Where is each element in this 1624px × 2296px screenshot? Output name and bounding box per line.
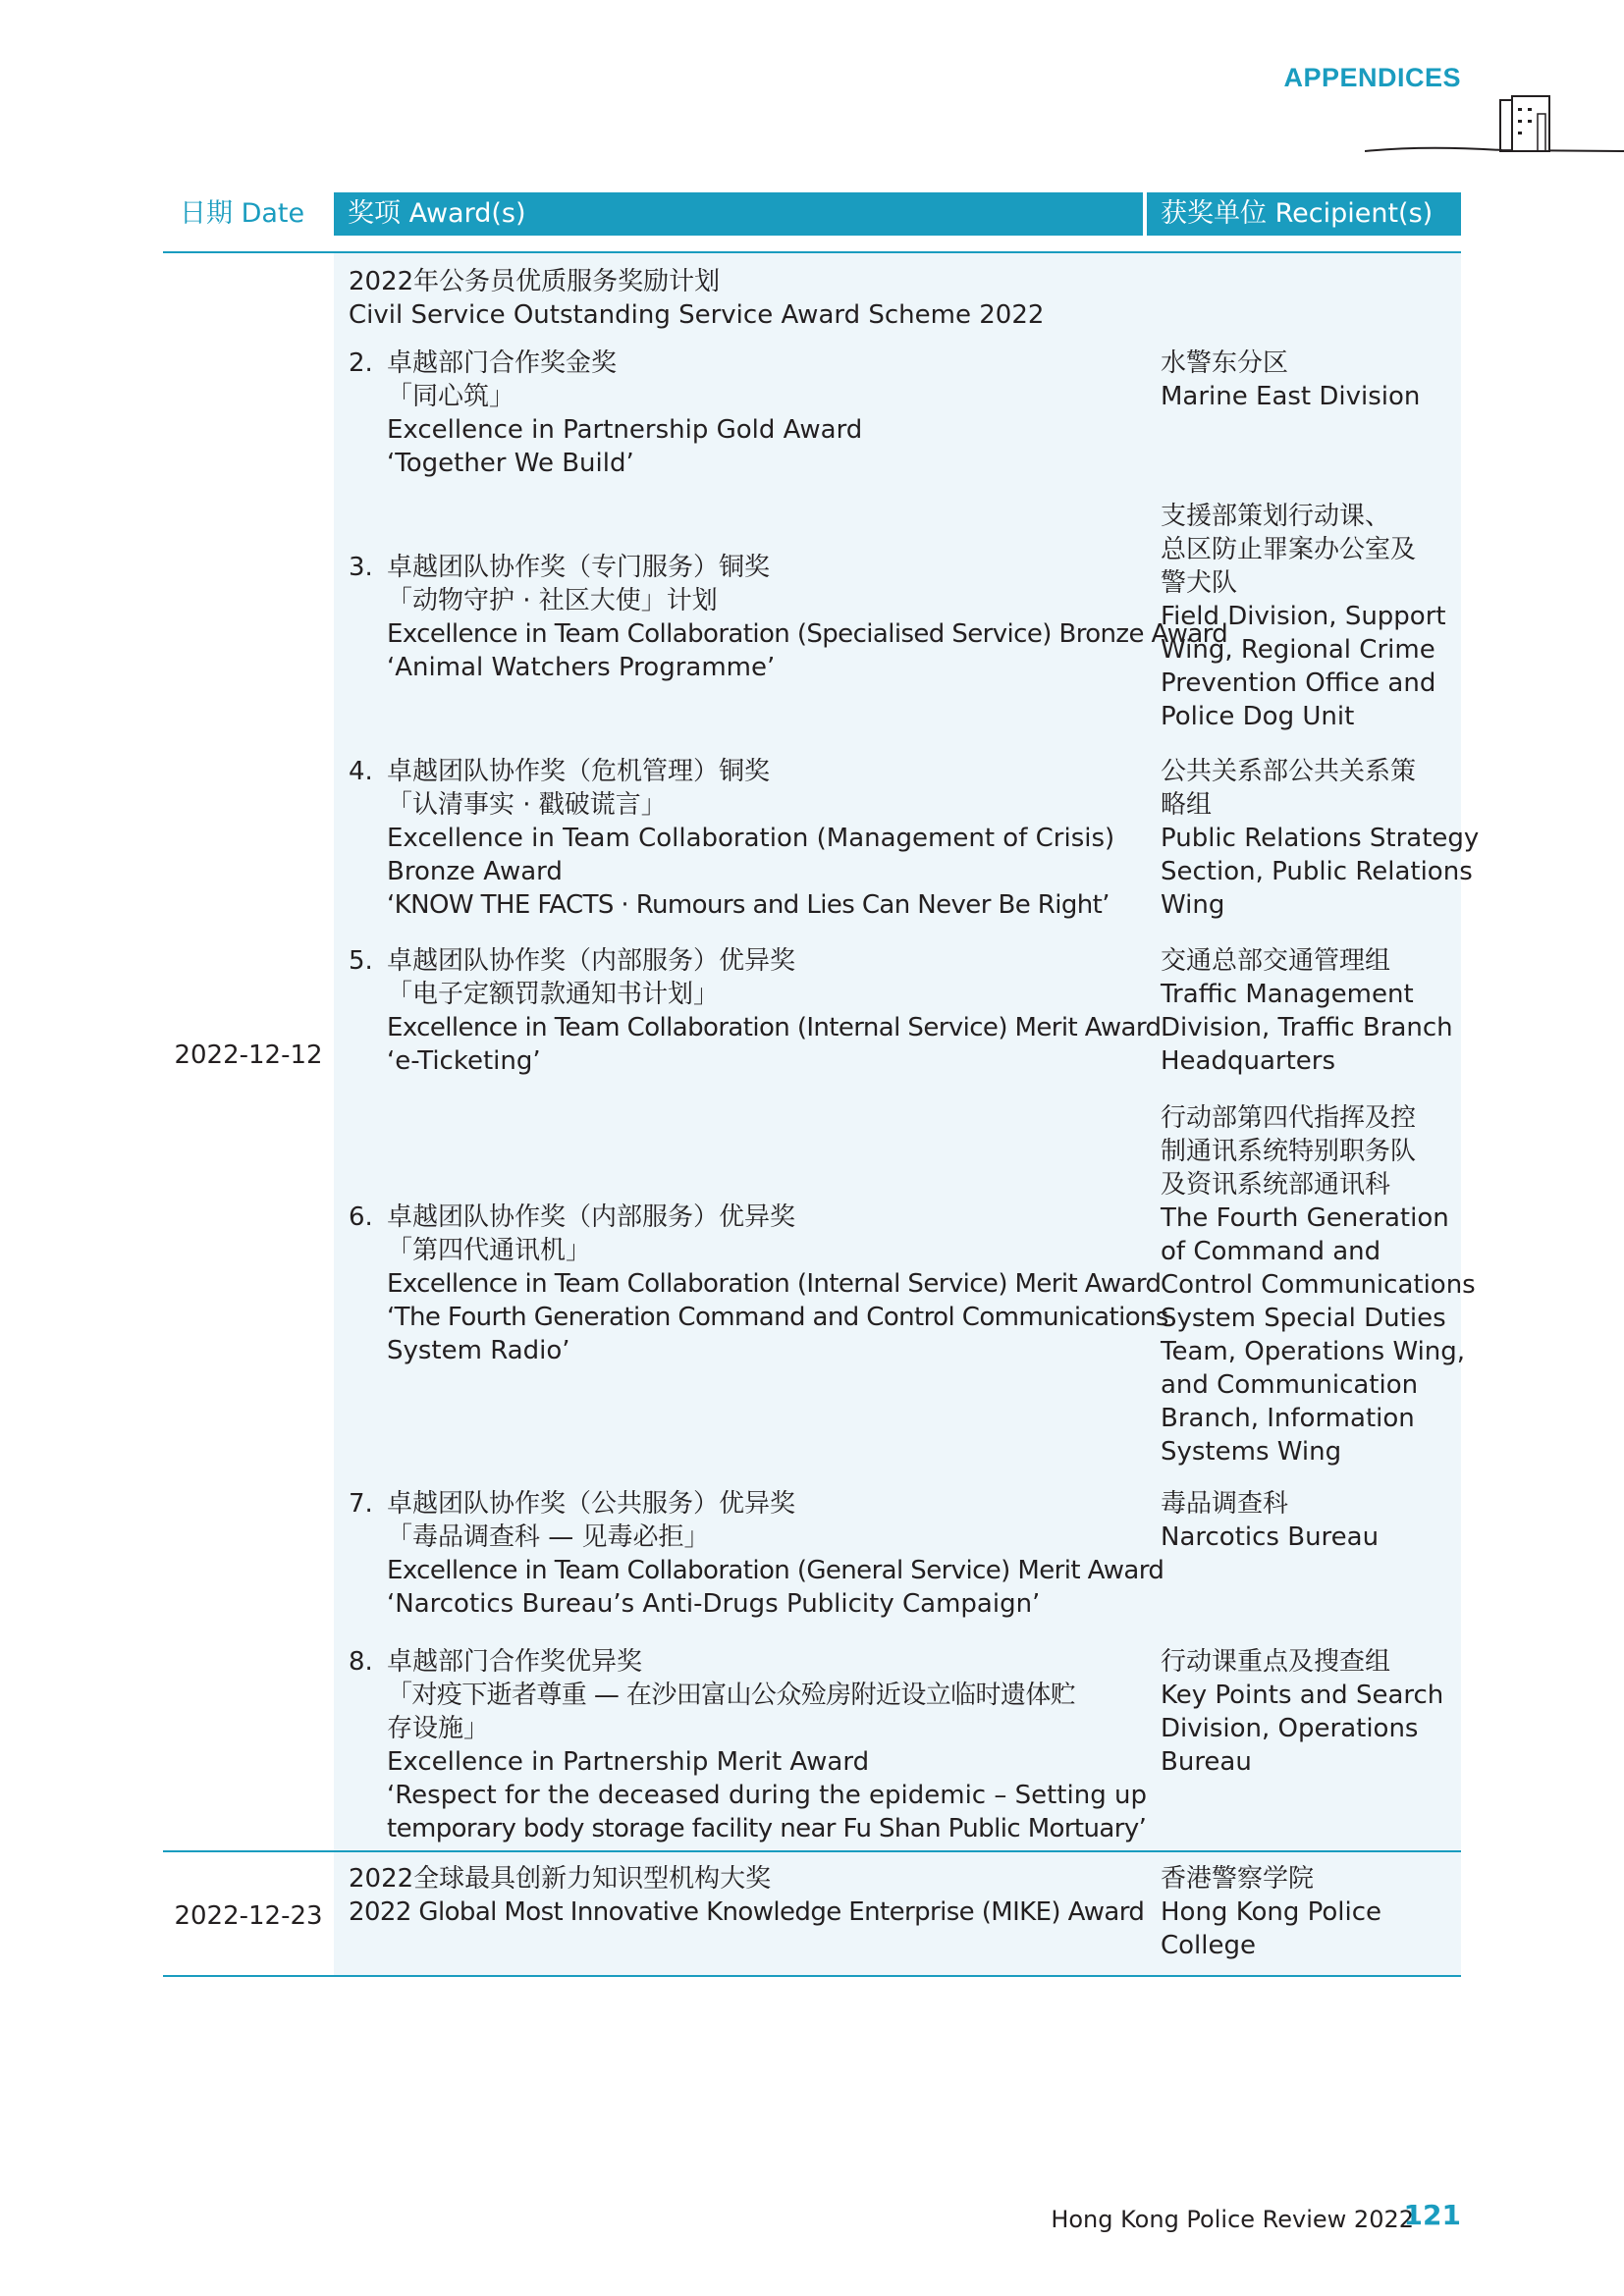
row-date: 2022-12-23 [174,1901,323,1931]
recipient-line: Prevention Office and [1161,668,1436,698]
scheme-title-en: Civil Service Outstanding Service Award Scheme 2022 [349,300,1045,330]
award-line: 卓越团队协作奖（危机管理）铜奖 [387,757,771,786]
award-entry [349,1201,1168,1367]
entry-number: 5. [349,946,373,976]
table-rule-top [163,251,1461,253]
award-entry [349,347,1144,480]
award-scheme-title [349,265,1134,332]
recipient-line: 行动部第四代指挥及控 [1161,1103,1417,1133]
award-line: 卓越部门合作奖金奖 [387,348,618,378]
recipient-cell [1161,944,1455,1078]
award-line: ‘Respect for the deceased during the epidemic – Setting up [387,1781,1147,1810]
recipient-line: 交通总部交通管理组 [1161,946,1391,976]
recipient-cell [1161,347,1455,413]
recipient-cell [1161,1645,1455,1779]
recipient-cell [1161,1101,1476,1468]
recipient-cell [1161,500,1455,733]
award-line: 「电子定额罚款通知书计划」 [387,980,720,1009]
recipient-line: Control Communications [1161,1270,1476,1300]
recipient-line: Team, Operations Wing, [1161,1337,1466,1366]
column-header-recipient: 获奖单位 Recipient(s) [1147,192,1461,236]
recipient-line: Wing, Regional Crime [1161,635,1435,665]
award-line: System Radio’ [387,1336,570,1365]
award-entry [349,755,1144,922]
recipient-line: 总区防止罪案办公室及 [1161,535,1417,564]
award-line: Excellence in Team Collaboration (Internal Service) Merit Award [387,1013,1162,1042]
award-line: 卓越团队协作奖（专门服务）铜奖 [387,553,771,582]
column-header-date: 日期 Date [180,198,305,229]
recipient-cell [1161,1487,1455,1554]
award-line: Excellence in Team Collaboration (Specialised Service) Bronze Award [387,619,1228,649]
award-line: Excellence in Team Collaboration (General Service) Merit Award [387,1556,1164,1585]
recipient-line: System Special Duties [1161,1304,1446,1333]
award-entry [349,944,1162,1078]
award-line: 「动物守护 · 社区大使」计划 [387,586,718,615]
recipient-line: Key Points and Search [1161,1681,1444,1710]
award-line: ‘Together We Build’ [387,449,634,478]
recipient-line: Systems Wing [1161,1437,1342,1467]
award-line: Bronze Award [387,857,563,886]
row-date: 2022-12-12 [174,1041,323,1070]
recipient-line: College [1161,1931,1257,1960]
award-line: 卓越团队协作奖（公共服务）优异奖 [387,1489,796,1519]
recipient-line: 行动课重点及搜查组 [1161,1647,1391,1677]
recipient-line: Narcotics Bureau [1161,1522,1380,1552]
award-cell [349,1862,1144,1929]
recipient-line: of Command and [1161,1237,1381,1266]
recipient-line: Police Dog Unit [1161,702,1355,731]
award-line: 存设施」 [387,1714,490,1743]
recipient-line: Wing [1161,890,1225,920]
award-line: 卓越部门合作奖优异奖 [387,1647,643,1677]
recipient-line: 制通讯系统特别职务队 [1161,1137,1417,1166]
award-line: 「同心筑」 [387,382,515,411]
recipient-line: 公共关系部公共关系策 [1161,757,1417,786]
entry-number: 7. [349,1489,373,1519]
recipient-line: Division, Operations [1161,1714,1419,1743]
award-entry [349,1645,1147,1845]
footer-publication: Hong Kong Police Review 2022 [1051,2206,1414,2233]
recipient-line: 及资讯系统部通讯科 [1161,1170,1391,1200]
recipient-line: Section, Public Relations [1161,857,1473,886]
recipient-line: 警犬队 [1161,568,1238,598]
award-line: ‘Animal Watchers Programme’ [387,653,776,682]
award-line: 「毒品调查科 — 见毒必拒」 [387,1522,710,1552]
table-rule-middle [163,1850,1461,1852]
recipient-line: Field Division, Support [1161,602,1446,631]
recipient-line: 支援部策划行动课、 [1161,502,1391,531]
recipient-line: and Communication [1161,1370,1419,1400]
award-line: ‘e-Ticketing’ [387,1046,541,1076]
award-line: Excellence in Team Collaboration (Management of Crisis) [387,824,1115,853]
entry-number: 8. [349,1647,373,1677]
award-line: ‘KNOW THE FACTS · Rumours and Lies Can Never Be Right’ [387,890,1110,920]
recipient-line: Headquarters [1161,1046,1336,1076]
award-line: 卓越团队协作奖（内部服务）优异奖 [387,946,796,976]
column-header-award: 奖项 Award(s) [334,192,1143,236]
recipient-cell [1161,1862,1455,1962]
recipient-line: 水警东分区 [1161,348,1289,378]
recipient-line: Bureau [1161,1747,1252,1777]
entry-number: 3. [349,553,373,582]
recipient-line: Hong Kong Police [1161,1897,1382,1927]
award-line: 2022 Global Most Innovative Knowledge Enterprise (MIKE) Award [349,1897,1145,1927]
recipient-line: The Fourth Generation [1161,1203,1449,1233]
recipient-line: Branch, Information [1161,1404,1415,1433]
award-line: 2022全球最具创新力知识型机构大奖 [349,1864,772,1894]
award-line: temporary body storage facility near Fu Shan Public Mortuary’ [387,1814,1147,1843]
award-line: 「认清事实 · 戳破谎言」 [387,790,667,820]
award-line: Excellence in Partnership Merit Award [387,1747,870,1777]
award-line: 「对疫下逝者尊重 — 在沙田富山公众殓房附近设立临时遗体贮 [387,1681,1076,1710]
award-entry [349,1487,1164,1621]
award-line: ‘The Fourth Generation Command and Control Communications [387,1303,1168,1332]
recipient-line: 略组 [1161,790,1213,820]
scheme-title-zh: 2022年公务员优质服务奖励计划 [349,267,721,296]
table-rule-bottom [163,1975,1461,1977]
entry-number: 2. [349,348,373,378]
entry-number: 6. [349,1202,373,1232]
page-number: 121 [1403,2199,1461,2231]
recipient-line: Traffic Management [1161,980,1414,1009]
recipient-line: Public Relations Strategy [1161,824,1480,853]
recipient-line: Division, Traffic Branch [1161,1013,1453,1042]
recipient-cell [1161,755,1480,922]
award-line: 「第四代通讯机」 [387,1236,592,1265]
section-title: APPENDICES [1283,63,1461,92]
award-line: ‘Narcotics Bureau’s Anti-Drugs Publicity Campaign’ [387,1589,1041,1619]
award-line: 卓越团队协作奖（内部服务）优异奖 [387,1202,796,1232]
recipient-line: Marine East Division [1161,382,1421,411]
award-line: Excellence in Partnership Gold Award [387,415,863,445]
recipient-line: 香港警察学院 [1161,1864,1315,1894]
building-icon [1365,94,1624,153]
recipient-line: 毒品调查科 [1161,1489,1289,1519]
entry-number: 4. [349,757,373,786]
award-line: Excellence in Team Collaboration (Internal Service) Merit Award [387,1269,1162,1299]
